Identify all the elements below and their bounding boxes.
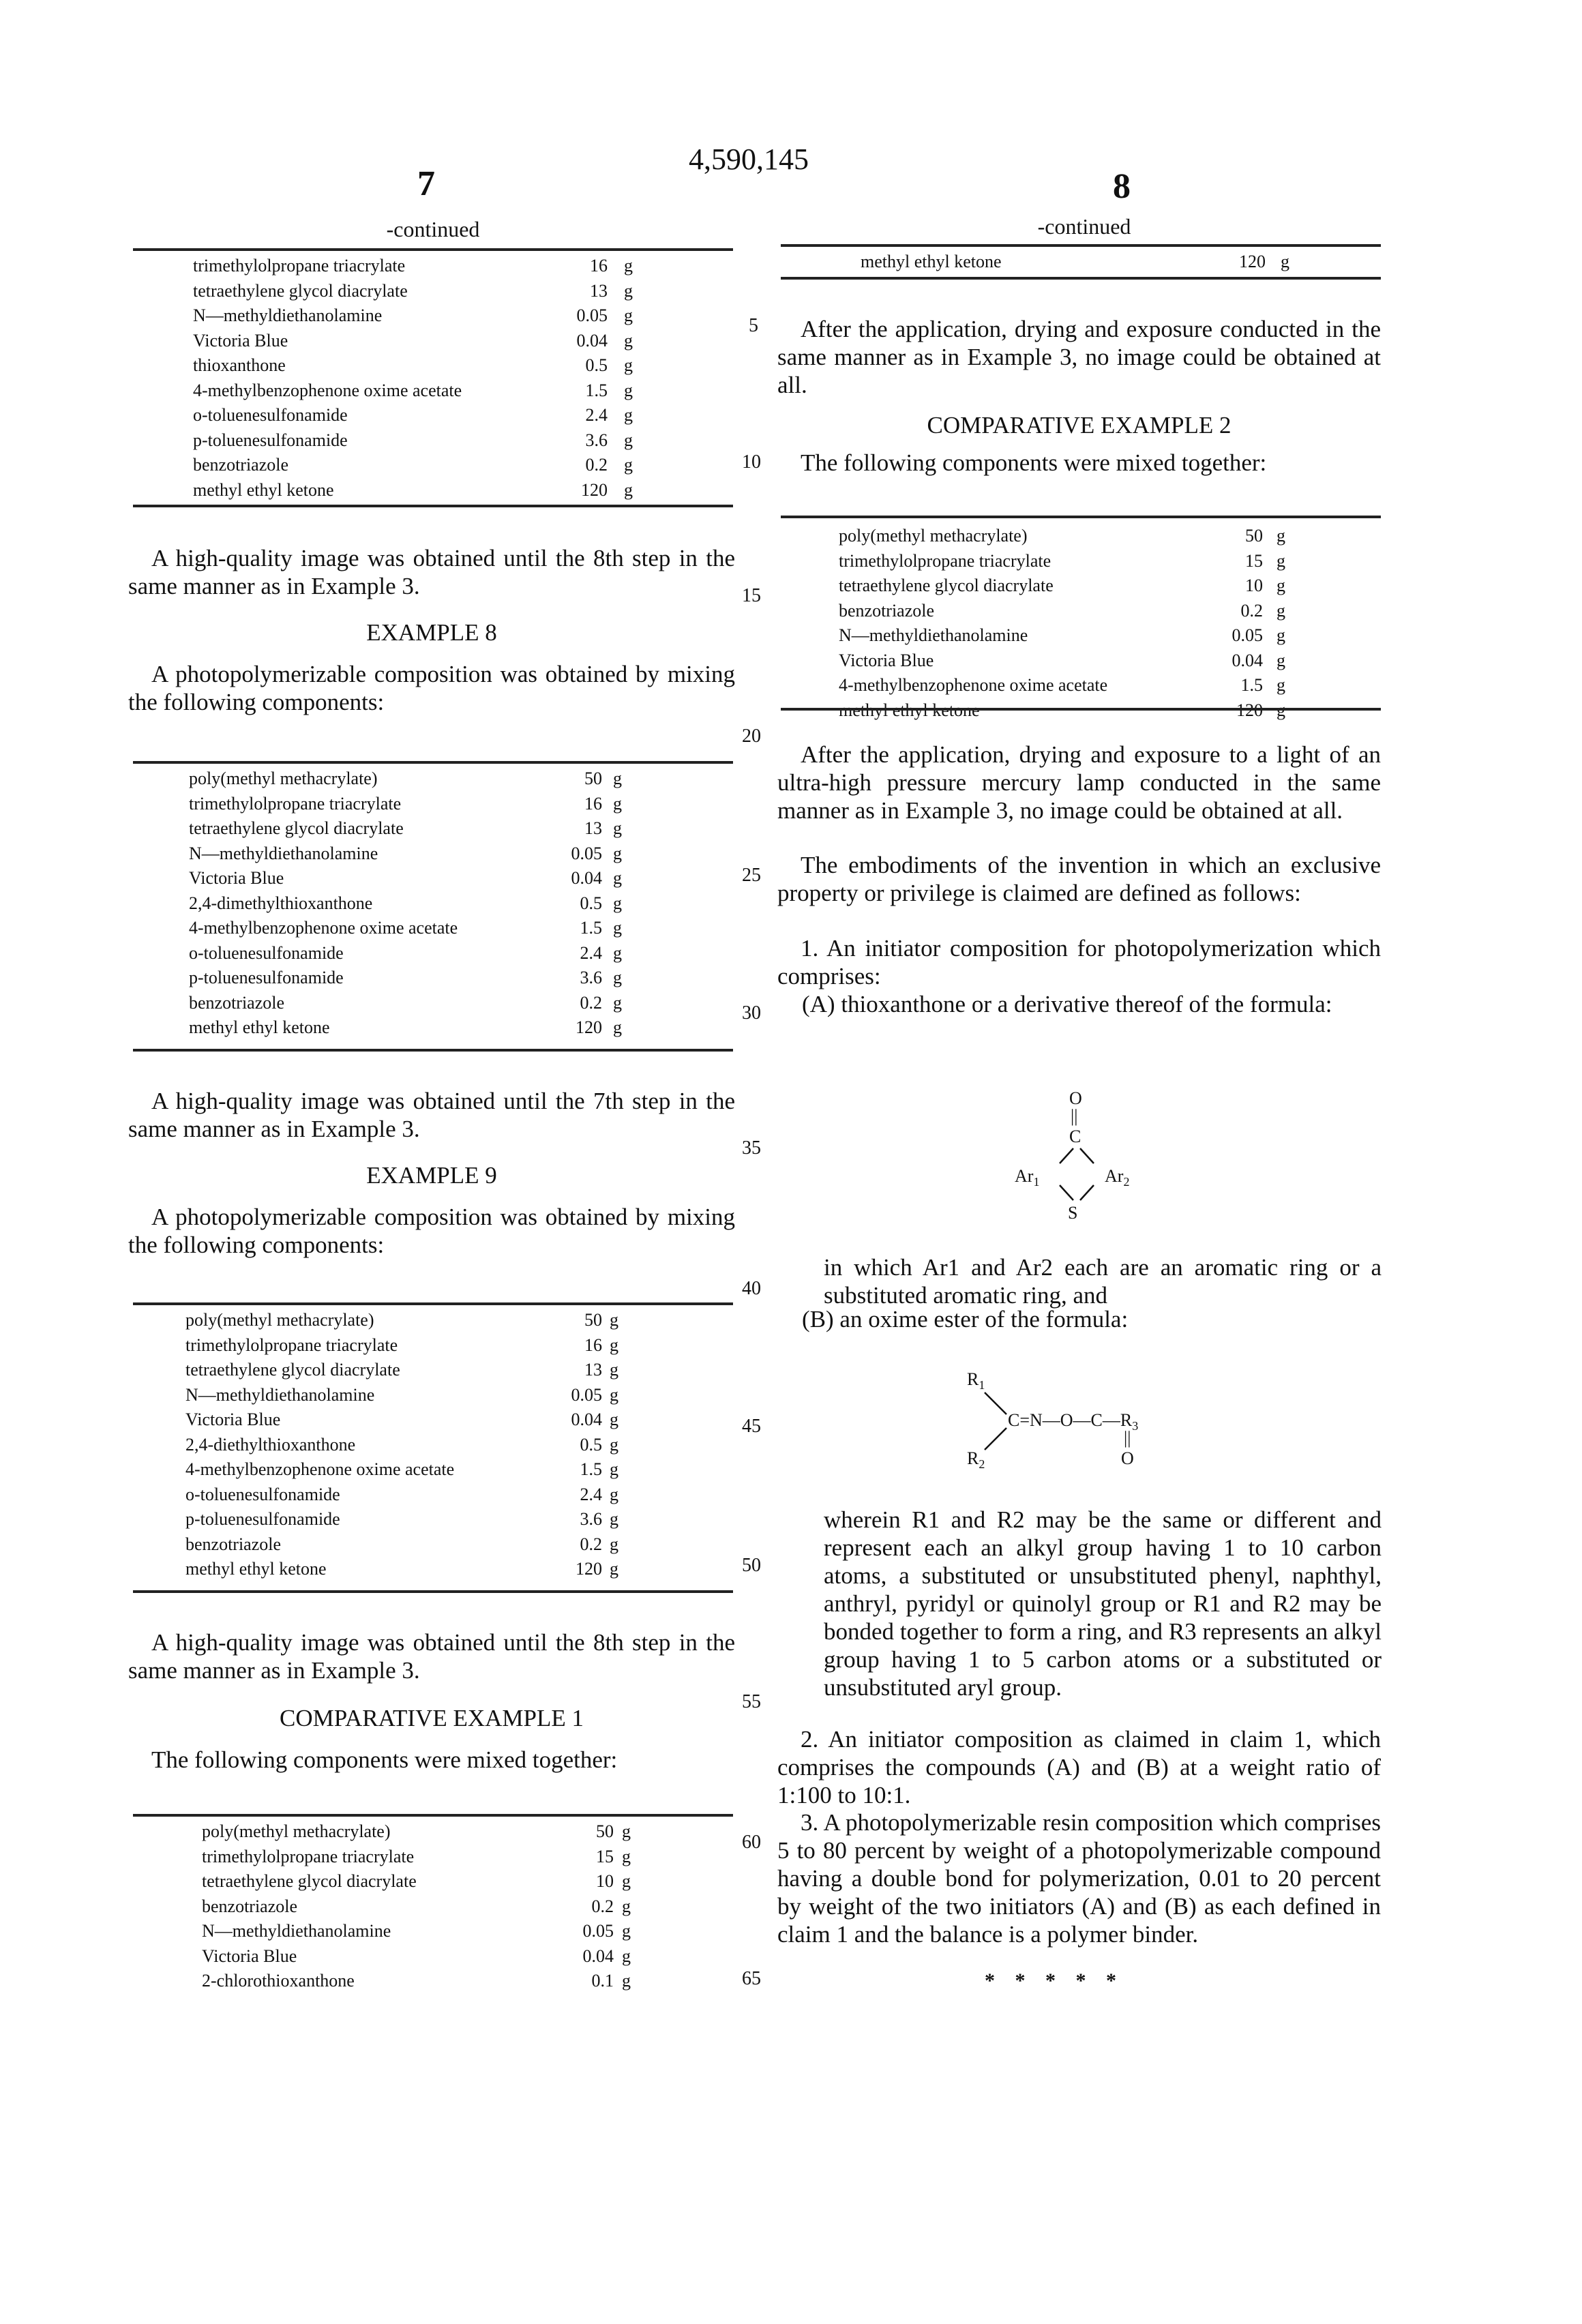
table-row <box>185 1557 673 1582</box>
component-unit: g <box>624 378 633 404</box>
paragraph-result-ex8: A high-quality image was obtained until the 7th step in the same manner as in Example 3. <box>128 1087 735 1143</box>
component-name: tetraethylene glycol diacrylate <box>193 279 408 304</box>
claim-1-b-text: (B) an oxime ester of the formula: <box>802 1305 1382 1333</box>
component-name: methyl ethyl ketone <box>861 250 1002 275</box>
formula-2-oxygen: O <box>1121 1448 1134 1469</box>
component-quantity: 3.6 <box>580 966 603 991</box>
table-row <box>189 841 673 867</box>
formula-1-bonds <box>1036 1146 1118 1207</box>
component-unit: g <box>622 1919 631 1944</box>
table-row <box>189 816 673 841</box>
component-name: trimethylolpropane triacrylate <box>189 792 401 817</box>
table-row <box>185 1457 673 1483</box>
components-table-2 <box>189 766 673 1041</box>
line-number: 45 <box>742 1416 761 1437</box>
component-name: tetraethylene glycol diacrylate <box>202 1869 417 1894</box>
table-row <box>189 941 673 966</box>
component-unit: g <box>1277 698 1285 724</box>
component-quantity: 0.1 <box>592 1969 614 1994</box>
table-row <box>193 254 670 279</box>
line-number: 15 <box>742 585 761 607</box>
component-name: p-toluenesulfonamide <box>193 428 348 453</box>
component-name: trimethylolpropane triacrylate <box>193 254 405 279</box>
component-unit: g <box>624 303 633 329</box>
heading-example-9: EXAMPLE 9 <box>128 1162 735 1189</box>
component-unit: g <box>624 279 633 304</box>
component-quantity: 10 <box>1245 573 1263 599</box>
line-number: 60 <box>742 1832 761 1853</box>
line-number: 10 <box>742 451 761 473</box>
components-table-4 <box>202 1819 638 1994</box>
formula-2-r2: R2 <box>967 1448 985 1472</box>
component-quantity: 0.2 <box>586 453 608 478</box>
table-row <box>185 1308 673 1333</box>
component-unit: g <box>613 941 622 966</box>
table-row <box>189 766 673 792</box>
table-row <box>839 673 1296 698</box>
component-name: o-toluenesulfonamide <box>185 1483 340 1508</box>
component-unit: g <box>613 792 622 817</box>
table-row <box>202 1845 638 1870</box>
table-row <box>185 1507 673 1532</box>
continued-label-left: -continued <box>368 217 498 242</box>
component-unit: g <box>613 966 622 991</box>
component-unit: g <box>613 816 622 841</box>
component-unit: g <box>610 1557 618 1582</box>
table-row <box>839 649 1296 674</box>
component-quantity: 50 <box>584 766 602 792</box>
page-number-right: 8 <box>1113 166 1131 207</box>
component-name: tetraethylene glycol diacrylate <box>185 1358 400 1383</box>
table-row <box>193 478 670 503</box>
line-number: 5 <box>749 315 758 337</box>
component-quantity: 120 <box>581 478 608 503</box>
paragraph-comparative-2-intro: The following components were mixed together: <box>777 449 1381 477</box>
component-name: trimethylolpropane triacrylate <box>839 549 1051 574</box>
component-unit: g <box>613 891 622 917</box>
component-name: Victoria Blue <box>185 1407 280 1433</box>
table-row <box>202 1944 638 1969</box>
component-unit: g <box>610 1333 618 1358</box>
component-quantity: 15 <box>1245 549 1263 574</box>
table-row <box>185 1483 673 1508</box>
component-quantity: 2.4 <box>586 403 608 428</box>
paragraph-comparative-2-result: After the application, drying and exposure to a light of an ultra-high pressure mercury lamp conducted in the same manner as in Example 3, no image could be obtained at all. <box>777 741 1381 824</box>
component-name: 2,4-diethylthioxanthone <box>185 1433 355 1458</box>
component-quantity: 0.5 <box>580 1433 603 1458</box>
line-number: 35 <box>742 1137 761 1159</box>
table-row <box>202 1894 638 1920</box>
formula-2-double-bond: || <box>1124 1428 1131 1448</box>
component-unit: g <box>624 254 633 279</box>
component-quantity: 0.05 <box>571 1383 603 1408</box>
component-name: methyl ethyl ketone <box>185 1557 327 1582</box>
component-name: benzotriazole <box>193 453 288 478</box>
table-rule-top <box>781 516 1381 518</box>
formula-2-chain: C=N—O—C—R3 <box>1008 1410 1138 1433</box>
table-rule-bottom <box>781 277 1381 280</box>
component-quantity: 0.2 <box>1241 599 1264 624</box>
patent-number: 4,590,145 <box>689 142 809 177</box>
component-quantity: 0.04 <box>577 329 608 354</box>
formula-2-r1: R1 <box>967 1369 985 1392</box>
component-name: o-toluenesulfonamide <box>189 941 344 966</box>
table-row <box>839 573 1296 599</box>
table-rule-bottom <box>133 1590 733 1593</box>
table-row <box>193 353 670 378</box>
component-name: 2,4-dimethylthioxanthone <box>189 891 372 917</box>
table-rule-bottom <box>133 1049 733 1052</box>
component-quantity: 0.5 <box>580 891 603 917</box>
component-quantity: 120 <box>1239 250 1266 275</box>
table-row <box>839 623 1296 649</box>
component-unit: g <box>610 1358 618 1383</box>
component-unit: g <box>1277 573 1285 599</box>
table-row <box>189 792 673 817</box>
component-unit: g <box>610 1308 618 1333</box>
component-unit: g <box>610 1532 618 1558</box>
component-name: tetraethylene glycol diacrylate <box>189 816 404 841</box>
component-quantity: 0.04 <box>571 866 603 891</box>
component-name: p-toluenesulfonamide <box>189 966 344 991</box>
component-name: trimethylolpropane triacrylate <box>202 1845 414 1870</box>
component-unit: g <box>613 866 622 891</box>
formula-1-double-bond: || <box>1071 1106 1077 1127</box>
component-quantity: 0.05 <box>583 1919 614 1944</box>
table-rule-top <box>133 1302 733 1305</box>
table-row <box>202 1919 638 1944</box>
components-table-3 <box>185 1308 673 1582</box>
paragraph-example-8-intro: A photopolymerizable composition was obtained by mixing the following components: <box>128 660 735 716</box>
formula-1-carbon: C <box>1069 1127 1081 1147</box>
component-name: benzotriazole <box>185 1532 281 1558</box>
component-unit: g <box>624 403 633 428</box>
heading-comparative-example-1: COMPARATIVE EXAMPLE 1 <box>128 1705 735 1732</box>
component-quantity: 120 <box>1236 698 1263 724</box>
component-quantity: 3.6 <box>586 428 608 453</box>
component-quantity: 1.5 <box>580 1457 603 1483</box>
component-unit: g <box>1277 673 1285 698</box>
component-quantity: 120 <box>576 1015 602 1041</box>
component-name: 4-methylbenzophenone oxime acetate <box>193 378 462 404</box>
component-quantity: 1.5 <box>1241 673 1264 698</box>
line-number: 20 <box>742 726 761 747</box>
table-row <box>193 428 670 453</box>
table-row <box>189 916 673 941</box>
table-row <box>193 378 670 404</box>
component-name: Victoria Blue <box>202 1944 297 1969</box>
component-quantity: 15 <box>596 1845 614 1870</box>
table-rule-top <box>133 248 733 251</box>
component-quantity: 120 <box>576 1557 602 1582</box>
component-unit: g <box>610 1433 618 1458</box>
component-unit: g <box>624 428 633 453</box>
table-row <box>839 524 1296 549</box>
table-row <box>193 453 670 478</box>
component-unit: g <box>610 1457 618 1483</box>
component-quantity: 50 <box>1245 524 1263 549</box>
table-row <box>193 279 670 304</box>
continued-label-right: -continued <box>1016 214 1152 239</box>
component-unit: g <box>613 916 622 941</box>
table-rule-top <box>133 1814 733 1817</box>
line-number: 40 <box>742 1278 761 1300</box>
component-unit: g <box>610 1507 618 1532</box>
components-table-1 <box>193 254 670 503</box>
component-quantity: 13 <box>584 816 602 841</box>
component-unit: g <box>622 1819 631 1845</box>
formula-1-ar2: Ar2 <box>1105 1166 1129 1189</box>
component-quantity: 16 <box>584 1333 602 1358</box>
component-quantity: 13 <box>584 1358 602 1383</box>
component-unit: g <box>613 841 622 867</box>
table-row <box>193 303 670 329</box>
component-unit: g <box>610 1483 618 1508</box>
component-unit: g <box>622 1894 631 1920</box>
formula-2-bonds <box>975 1390 1016 1458</box>
component-unit: g <box>622 1845 631 1870</box>
component-quantity: 0.05 <box>577 303 608 329</box>
component-quantity: 2.4 <box>580 1483 603 1508</box>
component-quantity: 0.04 <box>1232 649 1264 674</box>
paragraph-result-ex7: A high-quality image was obtained until the 8th step in the same manner as in Example 3. <box>128 544 735 600</box>
table-row <box>189 891 673 917</box>
component-name: p-toluenesulfonamide <box>185 1507 340 1532</box>
line-number: 55 <box>742 1691 761 1713</box>
end-mark: * * * * * <box>985 1969 1116 1993</box>
formula-1-ar1: Ar1 <box>1015 1166 1039 1189</box>
claim-1-a-text: (A) thioxanthone or a derivative thereof of the formula: <box>802 990 1382 1018</box>
component-name: 2-chlorothioxanthone <box>202 1969 355 1994</box>
claim-1-b-definition: wherein R1 and R2 may be the same or different and represent each an alkyl group having 1 to 10 carbon atoms, a substituted or unsubstituted phenyl, naphthyl, anthryl, pyridyl or quinolyl group or R1 and R2 may be bonded together to form a ring, and R3 represents an alkyl group having 1 to 5 carbon atoms or a substituted or unsubstituted aryl group. <box>824 1506 1382 1701</box>
component-name: benzotriazole <box>202 1894 297 1920</box>
component-unit: g <box>1277 623 1285 649</box>
paragraph-comparative-1-result: After the application, drying and exposure conducted in the same manner as in Example 3, no image could be obtained at all. <box>777 315 1381 399</box>
claim-1-a-definition: in which Ar1 and Ar2 each are an aromatic ring or a substituted aromatic ring, and <box>824 1253 1382 1309</box>
paragraph-result-ex9: A high-quality image was obtained until the 8th step in the same manner as in Example 3. <box>128 1628 735 1684</box>
paragraph-claims-intro: The embodiments of the invention in which an exclusive property or privilege is claimed are defined as follows: <box>777 851 1381 907</box>
component-name: tetraethylene glycol diacrylate <box>839 573 1054 599</box>
table-row <box>185 1358 673 1383</box>
component-name: methyl ethyl ketone <box>189 1015 330 1041</box>
components-table-5 <box>861 250 1297 275</box>
component-unit: g <box>1281 250 1289 275</box>
component-unit: g <box>622 1969 631 1994</box>
line-number: 25 <box>742 865 761 887</box>
component-name: 4-methylbenzophenone oxime acetate <box>189 916 458 941</box>
formula-1-oxygen: O <box>1069 1088 1082 1109</box>
table-row <box>185 1532 673 1558</box>
component-name: benzotriazole <box>189 991 284 1016</box>
table-row <box>185 1407 673 1433</box>
component-quantity: 0.04 <box>571 1407 603 1433</box>
component-unit: g <box>610 1383 618 1408</box>
component-name: trimethylolpropane triacrylate <box>185 1333 398 1358</box>
table-row <box>189 1015 673 1041</box>
table-row <box>189 966 673 991</box>
component-unit: g <box>624 453 633 478</box>
component-name: 4-methylbenzophenone oxime acetate <box>839 673 1107 698</box>
component-name: poly(methyl methacrylate) <box>185 1308 374 1333</box>
component-unit: g <box>624 478 633 503</box>
component-name: methyl ethyl ketone <box>193 478 334 503</box>
component-unit: g <box>1277 599 1285 624</box>
component-unit: g <box>613 991 622 1016</box>
component-quantity: 13 <box>590 279 608 304</box>
page-number-left: 7 <box>417 164 435 204</box>
component-unit: g <box>622 1869 631 1894</box>
table-row <box>189 991 673 1016</box>
component-quantity: 0.05 <box>1232 623 1264 649</box>
component-quantity: 0.05 <box>571 841 603 867</box>
component-quantity: 16 <box>584 792 602 817</box>
component-unit: g <box>624 329 633 354</box>
component-name: Victoria Blue <box>839 649 934 674</box>
component-quantity: 0.2 <box>580 991 603 1016</box>
component-quantity: 0.2 <box>592 1894 614 1920</box>
heading-comparative-example-2: COMPARATIVE EXAMPLE 2 <box>777 412 1381 439</box>
component-name: poly(methyl methacrylate) <box>189 766 378 792</box>
component-quantity: 16 <box>590 254 608 279</box>
table-row <box>202 1869 638 1894</box>
component-name: 4-methylbenzophenone oxime acetate <box>185 1457 454 1483</box>
component-name: N—methyldiethanolamine <box>202 1919 391 1944</box>
component-unit: g <box>622 1944 631 1969</box>
component-unit: g <box>613 766 622 792</box>
component-name: N—methyldiethanolamine <box>193 303 382 329</box>
table-rule-top <box>781 244 1381 247</box>
claim-1-text: 1. An initiator composition for photopolymerization which comprises: <box>777 934 1381 990</box>
component-unit: g <box>1277 549 1285 574</box>
line-number: 50 <box>742 1555 761 1577</box>
line-number: 65 <box>742 1968 761 1990</box>
component-unit: g <box>1277 649 1285 674</box>
component-name: N—methyldiethanolamine <box>189 841 378 867</box>
component-quantity: 1.5 <box>580 916 603 941</box>
component-quantity: 0.04 <box>583 1944 614 1969</box>
components-table-6 <box>839 524 1296 723</box>
claim-2-text: 2. An initiator composition as claimed in claim 1, which comprises the compounds (A) and (B) at a weight ratio of 1:100 to 10:1. <box>777 1725 1381 1809</box>
table-row <box>839 599 1296 624</box>
table-rule-bottom <box>781 708 1381 711</box>
table-row <box>202 1819 638 1845</box>
component-name: Victoria Blue <box>189 866 284 891</box>
table-row <box>839 549 1296 574</box>
table-row <box>202 1969 638 1994</box>
formula-1-sulfur: S <box>1068 1203 1077 1223</box>
component-unit: g <box>1277 524 1285 549</box>
component-quantity: 2.4 <box>580 941 603 966</box>
component-name: o-toluenesulfonamide <box>193 403 348 428</box>
line-number: 30 <box>742 1002 761 1024</box>
component-name: Victoria Blue <box>193 329 288 354</box>
component-quantity: 3.6 <box>580 1507 603 1532</box>
paragraph-comparative-1-intro: The following components were mixed together: <box>128 1746 735 1774</box>
paragraph-example-9-intro: A photopolymerizable composition was obtained by mixing the following components: <box>128 1203 735 1259</box>
table-row <box>861 250 1297 275</box>
component-quantity: 1.5 <box>586 378 608 404</box>
component-name: N—methyldiethanolamine <box>839 623 1028 649</box>
component-quantity: 50 <box>596 1819 614 1845</box>
table-rule-bottom <box>133 505 733 507</box>
table-row <box>193 403 670 428</box>
component-name: benzotriazole <box>839 599 934 624</box>
component-name: thioxanthone <box>193 353 286 378</box>
component-unit: g <box>624 353 633 378</box>
component-quantity: 0.2 <box>580 1532 603 1558</box>
table-row <box>193 329 670 354</box>
table-row <box>185 1383 673 1408</box>
component-unit: g <box>610 1407 618 1433</box>
table-row <box>185 1433 673 1458</box>
table-rule-top <box>133 761 733 764</box>
table-row <box>189 866 673 891</box>
table-row <box>185 1333 673 1358</box>
claim-3-text: 3. A photopolymerizable resin composition which comprises 5 to 80 percent by weight of a photopolymerizable compound having a double bond for polymerization, 0.01 to 20 percent by weight of the two initiators (A) and (B) as each defined in claim 1 and the balance is a polymer binder. <box>777 1808 1381 1948</box>
component-quantity: 10 <box>596 1869 614 1894</box>
component-unit: g <box>613 1015 622 1041</box>
heading-example-8: EXAMPLE 8 <box>128 619 735 646</box>
component-name: N—methyldiethanolamine <box>185 1383 374 1408</box>
component-name: poly(methyl methacrylate) <box>839 524 1028 549</box>
component-quantity: 0.5 <box>586 353 608 378</box>
component-quantity: 50 <box>584 1308 602 1333</box>
component-name: poly(methyl methacrylate) <box>202 1819 391 1845</box>
component-name: methyl ethyl ketone <box>839 698 980 724</box>
